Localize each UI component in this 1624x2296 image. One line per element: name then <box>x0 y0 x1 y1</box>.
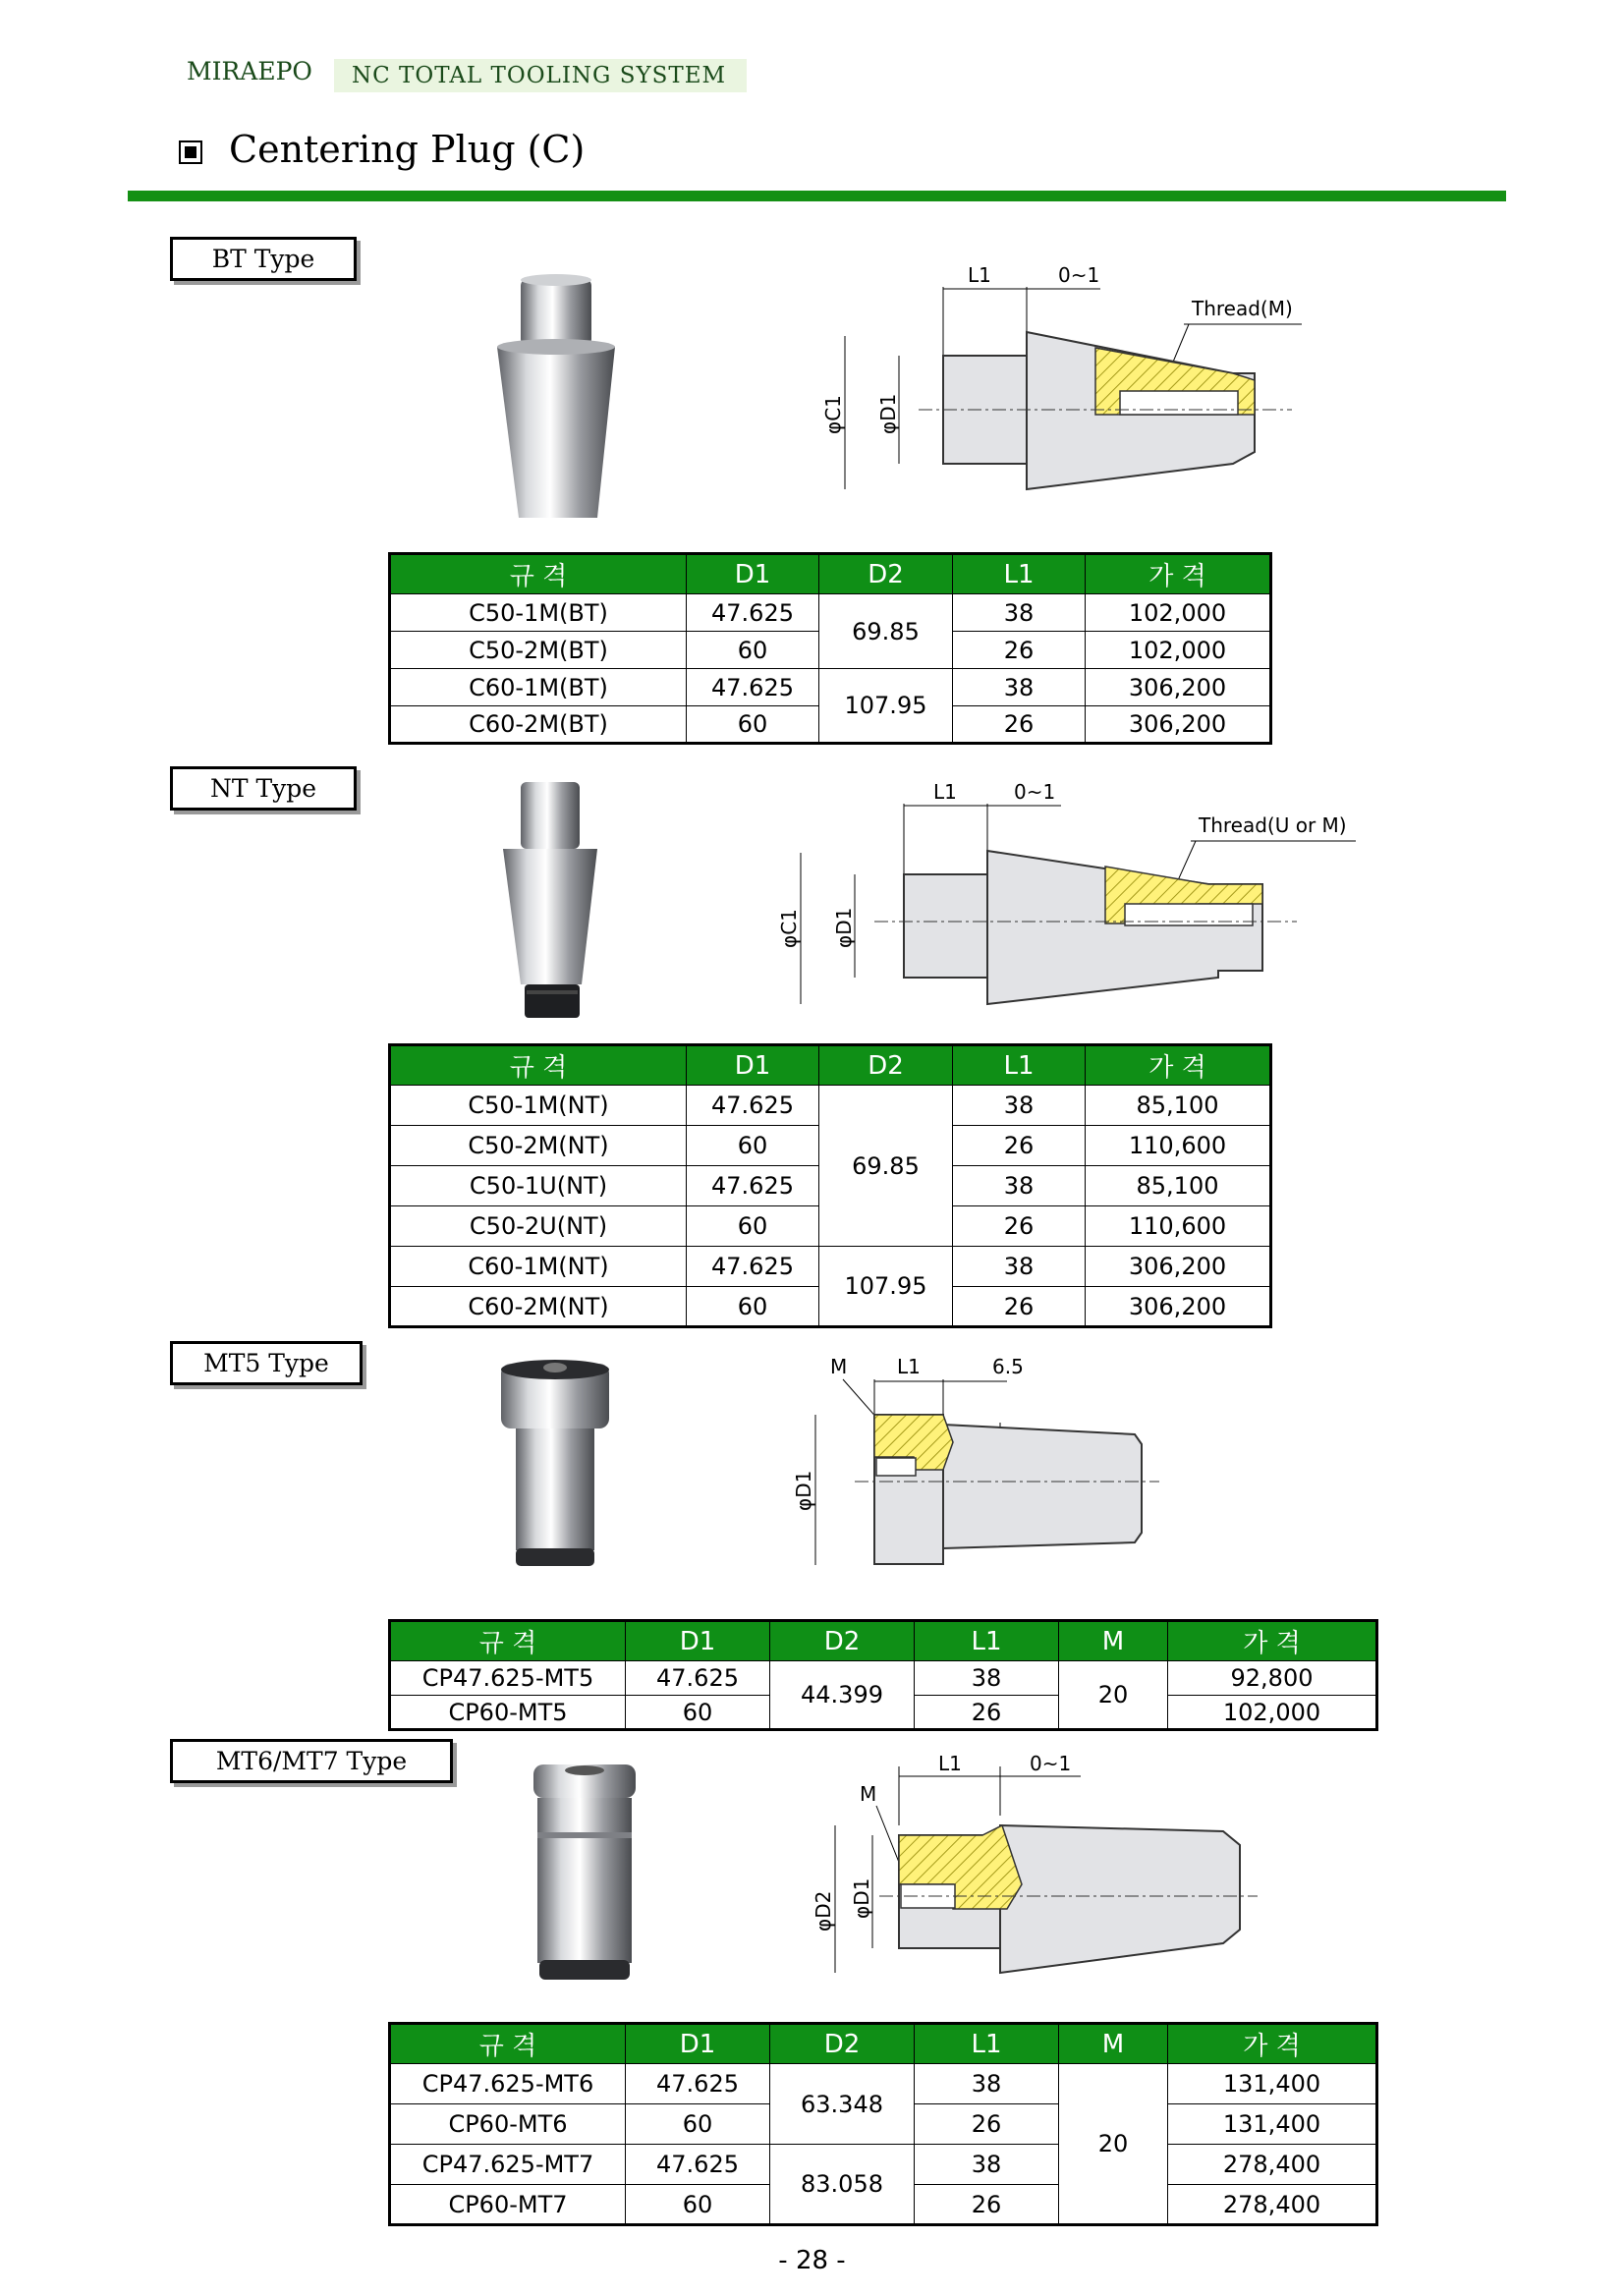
nt-dim-l1: L1 <box>933 780 957 804</box>
nt-header-d1: D1 <box>687 1045 819 1086</box>
mt6-mt7-dim-d2: φD2 <box>812 1890 835 1932</box>
nt-header-l1: L1 <box>953 1045 1086 1086</box>
bt-spec-table <box>388 552 1272 745</box>
table-row: CP60-MT7 60 26 278,400 <box>390 2185 1377 2225</box>
bt-type-label: BT Type <box>170 237 357 281</box>
table-row: C60-1M(NT) 47.625 107.95 38 306,200 <box>390 1247 1271 1287</box>
table-row: C50-1M(NT) 47.625 69.85 38 85,100 <box>390 1086 1271 1126</box>
bt-header-d1: D1 <box>687 554 819 594</box>
table-row: C60-2M(NT) 60 26 306,200 <box>390 1287 1271 1327</box>
mt5-type-label: MT5 Type <box>170 1341 363 1385</box>
mt6-mt7-type-label: MT6/MT7 Type <box>170 1739 453 1783</box>
mt5-header-d2: D2 <box>770 1621 915 1661</box>
mt6-mt7-header-spec: 규 격 <box>390 2024 626 2064</box>
bt-header-l1: L1 <box>953 554 1086 594</box>
nt-plug-photo <box>491 776 619 1032</box>
header-system: NC TOTAL TOOLING SYSTEM <box>334 59 747 92</box>
table-row: C50-2M(NT) 60 26 110,600 <box>390 1126 1271 1166</box>
mt6-mt7-header-d1: D1 <box>626 2024 770 2064</box>
table-row: C60-1M(BT) 47.625 107.95 38 306,200 <box>390 669 1271 706</box>
table-row: CP47.625-MT5 47.625 44.399 38 20 92,800 <box>390 1661 1377 1696</box>
nt-header-price: 가 격 <box>1086 1045 1271 1086</box>
mt6-mt7-header-m: M <box>1059 2024 1168 2064</box>
title-bullet-icon <box>179 140 202 164</box>
mt5-header-d1: D1 <box>626 1621 770 1661</box>
table-row: C50-1M(BT) 47.625 69.85 38 102,000 <box>390 594 1271 632</box>
bt-dim-gap: 0~1 <box>1058 263 1100 287</box>
mt5-dim-l1: L1 <box>897 1355 921 1378</box>
table-row: CP47.625-MT6 47.625 63.348 38 20 131,400 <box>390 2064 1377 2104</box>
mt6-mt7-dim-d1: φD1 <box>850 1877 873 1919</box>
table-row: C50-2U(NT) 60 26 110,600 <box>390 1206 1271 1247</box>
mt5-drawing <box>786 1354 1179 1580</box>
header-brand: MIRAEPO <box>187 57 312 85</box>
mt6-mt7-plug-photo <box>526 1759 644 1994</box>
mt6-mt7-header-l1: L1 <box>915 2024 1059 2064</box>
page-number: - 28 - <box>778 2246 846 2275</box>
mt6-mt7-dim-m: M <box>860 1782 877 1806</box>
bt-dim-c1: φC1 <box>821 395 845 434</box>
nt-header-d2: D2 <box>819 1045 953 1086</box>
mt5-header-price: 가 격 <box>1168 1621 1377 1661</box>
mt6-mt7-drawing <box>786 1747 1277 1992</box>
mt5-header-m: M <box>1059 1621 1168 1661</box>
page-title: Centering Plug (C) <box>229 128 586 171</box>
mt5-dim-m: M <box>830 1355 848 1378</box>
nt-drawing <box>766 776 1375 1022</box>
nt-dim-d1: φD1 <box>832 907 856 948</box>
bt-dim-d1: φD1 <box>876 393 900 434</box>
nt-type-label: NT Type <box>170 766 357 811</box>
bt-dim-l1: L1 <box>968 263 991 287</box>
table-row: CP47.625-MT7 47.625 83.058 38 278,400 <box>390 2145 1377 2185</box>
mt6-mt7-dim-gap: 0~1 <box>1030 1752 1072 1775</box>
nt-dim-gap: 0~1 <box>1014 780 1056 804</box>
bt-header-spec: 규 격 <box>390 554 687 594</box>
mt6-mt7-dim-l1: L1 <box>938 1752 962 1775</box>
bt-plug-photo <box>481 270 629 526</box>
table-row: C50-1U(NT) 47.625 38 85,100 <box>390 1166 1271 1206</box>
mt6-mt7-spec-table <box>388 2022 1378 2226</box>
nt-header-spec: 규 격 <box>390 1045 687 1086</box>
mt6-mt7-header-price: 가 격 <box>1168 2024 1377 2064</box>
mt5-header-l1: L1 <box>915 1621 1059 1661</box>
table-row: C60-2M(BT) 60 26 306,200 <box>390 706 1271 744</box>
bt-drawing <box>801 257 1312 503</box>
nt-spec-table <box>388 1043 1272 1328</box>
bt-dim-thread: Thread(M) <box>1192 297 1293 320</box>
mt5-dim-d1: φD1 <box>792 1470 815 1511</box>
mt6-mt7-header-d2: D2 <box>770 2024 915 2064</box>
nt-dim-c1: φC1 <box>777 909 801 948</box>
bt-header-d2: D2 <box>819 554 953 594</box>
mt5-spec-table <box>388 1619 1378 1731</box>
mt5-header-spec: 규 격 <box>390 1621 626 1661</box>
table-row: CP60-MT5 60 26 102,000 <box>390 1696 1377 1730</box>
mt5-plug-photo <box>496 1356 614 1582</box>
nt-dim-thread: Thread(U or M) <box>1199 813 1347 837</box>
mt5-dim-gap: 6.5 <box>992 1355 1024 1378</box>
bt-header-price: 가 격 <box>1086 554 1271 594</box>
title-rule <box>128 191 1506 201</box>
table-row: C50-2M(BT) 60 26 102,000 <box>390 632 1271 669</box>
table-row: CP60-MT6 60 26 131,400 <box>390 2104 1377 2145</box>
